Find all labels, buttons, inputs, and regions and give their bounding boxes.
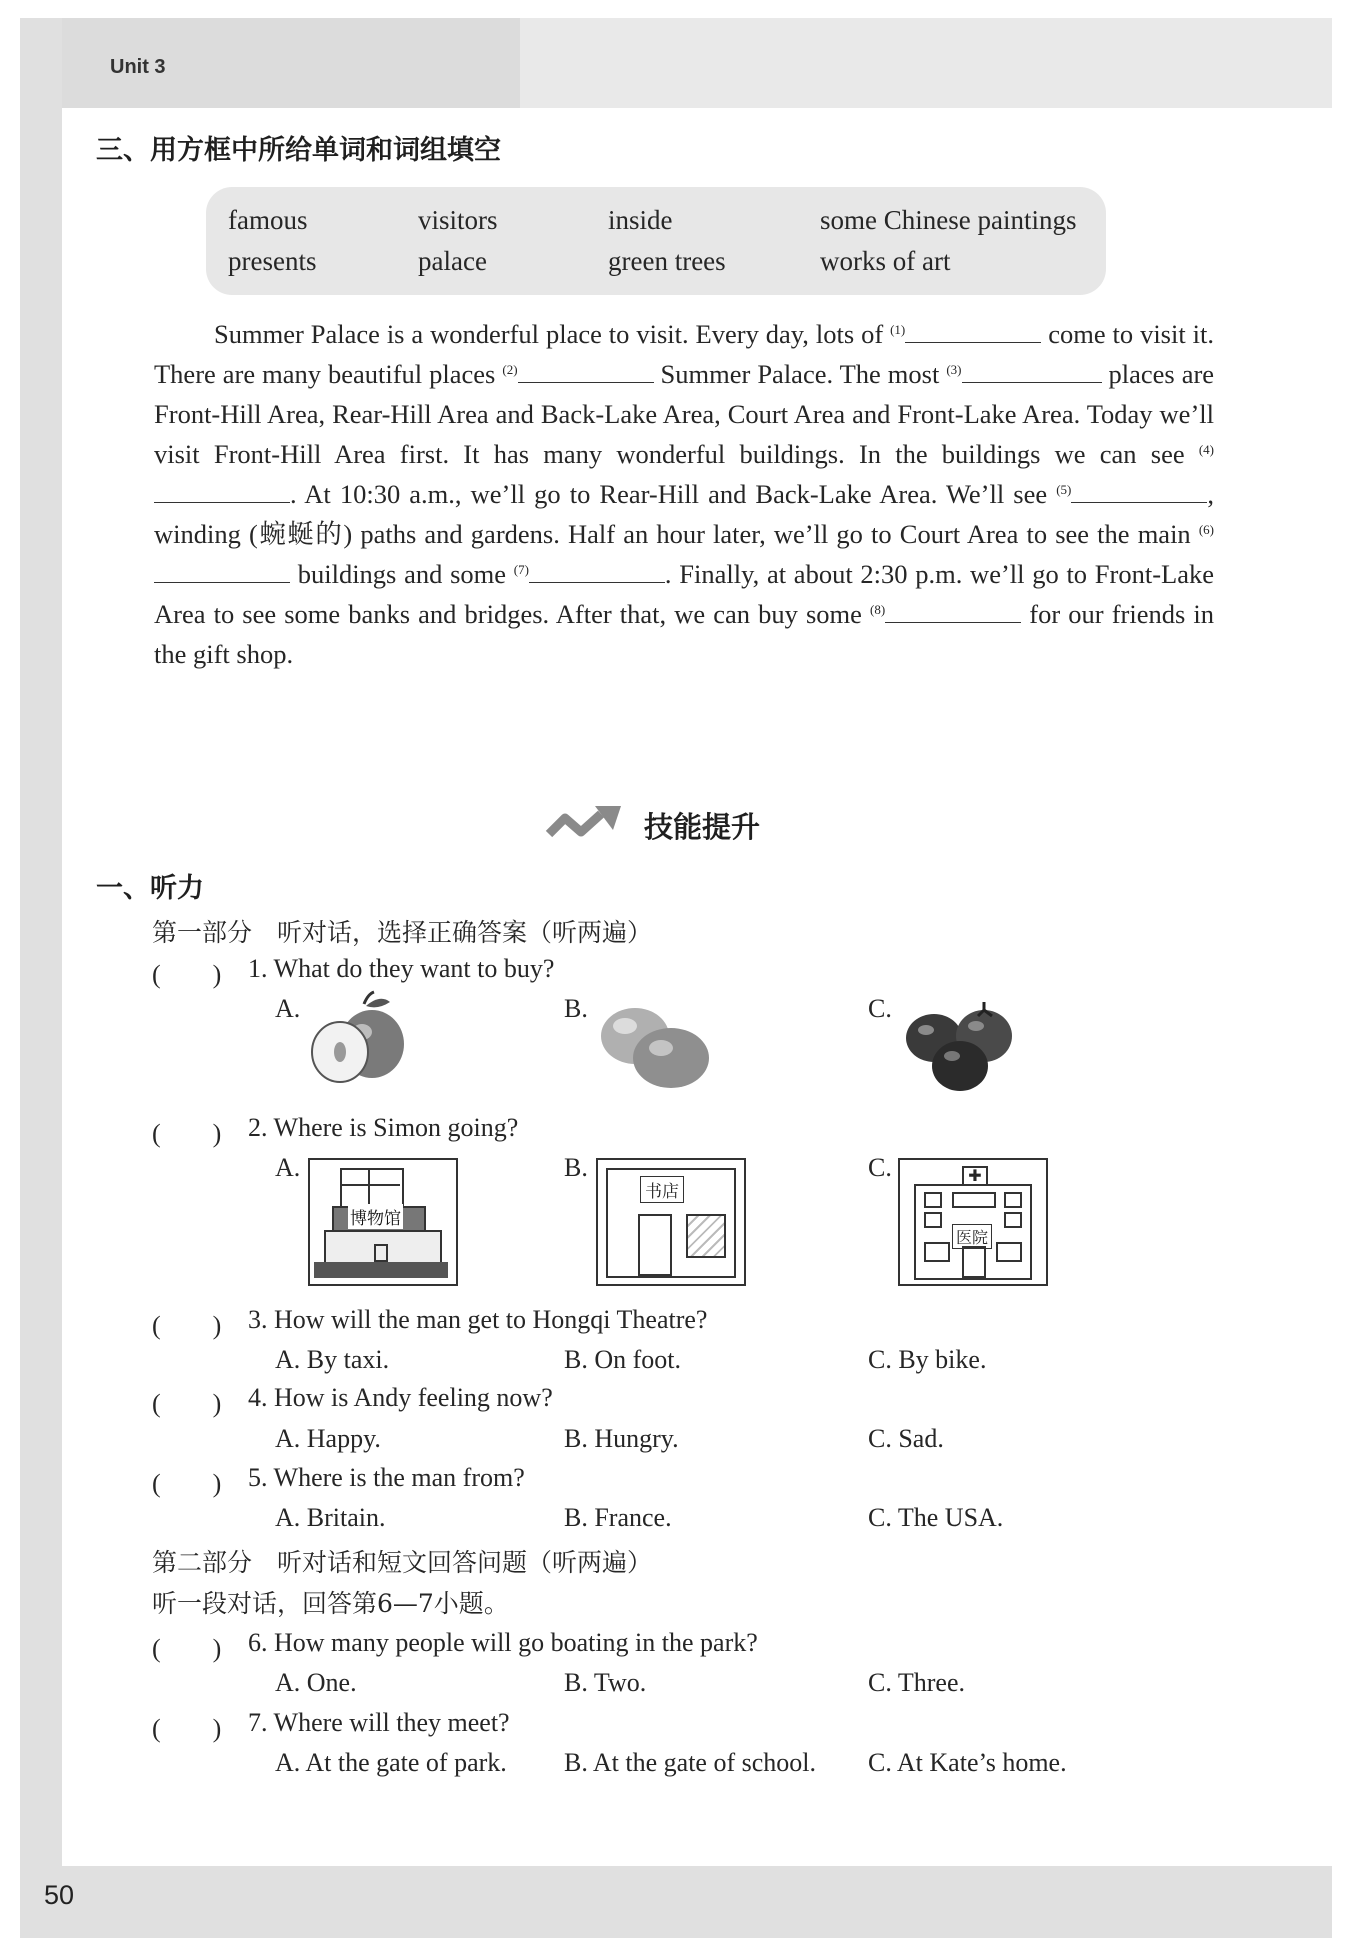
question-6: 6. How many people will go boating in the park?	[248, 1628, 758, 1657]
blank-marker: (3)	[946, 362, 962, 377]
passage-text: . At 10:30 a.m., we’ll go to Rear-Hill and Back-Lake Area. We’ll see	[290, 479, 1048, 509]
left-margin-strip	[20, 18, 62, 1938]
option-b[interactable]: B. On foot.	[564, 1345, 681, 1374]
blank-5[interactable]	[1071, 476, 1207, 503]
red-cross-icon: ✚	[962, 1166, 988, 1186]
blank-2[interactable]	[518, 356, 654, 383]
word-box-item: famous	[228, 205, 308, 235]
section3-title: 三、用方框中所给单词和词组填空	[96, 135, 501, 166]
word-box-item: green trees	[608, 246, 726, 276]
apple-icon	[300, 990, 410, 1090]
bookstore-picture	[596, 1158, 746, 1286]
option-c[interactable]: C. The USA.	[868, 1503, 1004, 1532]
answer-paren[interactable]: ( )	[152, 960, 222, 989]
pear-icon	[595, 996, 715, 1092]
option-b[interactable]: B.	[564, 994, 588, 1023]
option-b[interactable]: B. France.	[564, 1503, 672, 1532]
answer-paren[interactable]: ( )	[152, 1311, 222, 1340]
blank-marker: (7)	[513, 562, 529, 577]
passage-text: for our friends in the gift shop.	[154, 599, 1215, 669]
option-b[interactable]: B. Hungry.	[564, 1424, 679, 1453]
museum-sign: 博物馆	[348, 1204, 403, 1229]
blank-6[interactable]	[154, 556, 290, 583]
option-c[interactable]: C. By bike.	[868, 1345, 987, 1374]
part2-subtitle: 听一段对话，回答第6—7小题。	[152, 1589, 509, 1618]
part2-title: 第二部分 听对话和短文回答问题（听两遍）	[152, 1548, 653, 1577]
word-box-item: works of art	[820, 246, 951, 276]
passage-text: buildings and some	[297, 559, 507, 589]
unit-label: Unit 3	[110, 56, 166, 78]
option-c[interactable]: C. At Kate’s home.	[868, 1748, 1067, 1777]
blank-3[interactable]	[962, 356, 1102, 383]
part1-title: 第一部分 听对话，选择正确答案（听两遍）	[152, 918, 653, 947]
passage-text: , winding (蜿蜒的) paths and gardens. Half an hour later, we’ll go to Court Area to see the main	[154, 479, 1214, 549]
option-a[interactable]: A. Britain.	[275, 1503, 386, 1532]
option-b[interactable]: B. Two.	[564, 1668, 647, 1697]
option-b[interactable]: B.	[564, 1153, 588, 1182]
passage-text: Summer Palace is a wonderful place to visit. Every day, lots of	[214, 319, 884, 349]
word-box-item: palace	[418, 246, 487, 276]
option-b[interactable]: B. At the gate of school.	[564, 1748, 817, 1777]
trend-arrow-icon	[545, 804, 625, 844]
word-box	[206, 187, 1106, 295]
blank-7[interactable]	[529, 556, 665, 583]
passage-text: places are Front-Hill Area, Rear-Hill Area and Back-Lake Area, Court Area and Front-Lake Area. Today we’ll visit Front-Hill Area first. It has many wonderful buildings. In the buildings we can see	[154, 359, 1215, 469]
hospital-sign: 医院	[952, 1224, 992, 1249]
word-box-item: some Chinese paintings	[820, 205, 1077, 235]
option-c[interactable]: C.	[868, 994, 892, 1023]
skills-title: 技能提升	[644, 810, 761, 844]
blank-4[interactable]	[154, 476, 290, 503]
bottom-band	[20, 1866, 1332, 1938]
option-a[interactable]: A. One.	[275, 1668, 357, 1697]
word-box-item: inside	[608, 205, 673, 235]
blank-1[interactable]	[905, 316, 1041, 343]
passage-text: . Finally, at about 2:30 p.m. we’ll go to Front-Lake Area to see some banks and bridges. After that, we can buy some	[154, 559, 1214, 629]
blank-marker: (6)	[1198, 522, 1214, 537]
question-2: 2. Where is Simon going?	[248, 1113, 519, 1142]
option-a[interactable]: A.	[275, 994, 301, 1023]
answer-paren[interactable]: ( )	[152, 1119, 222, 1148]
blank-marker: (4)	[1198, 442, 1214, 457]
option-c[interactable]: C.	[868, 1153, 892, 1182]
option-a[interactable]: A.	[275, 1153, 301, 1182]
option-c[interactable]: C. Three.	[868, 1668, 965, 1697]
blank-marker: (8)	[870, 602, 886, 617]
page-number: 50	[44, 1880, 75, 1910]
listening-title: 一、听力	[96, 873, 204, 904]
option-c[interactable]: C. Sad.	[868, 1424, 944, 1453]
word-box-item: visitors	[418, 205, 498, 235]
question-3: 3. How will the man get to Hongqi Theatre?	[248, 1305, 708, 1334]
question-5: 5. Where is the man from?	[248, 1463, 525, 1492]
answer-paren[interactable]: ( )	[152, 1469, 222, 1498]
tomato-icon	[900, 996, 1018, 1096]
hospital-picture	[898, 1158, 1048, 1286]
bookstore-sign: 书店	[640, 1176, 684, 1203]
blank-marker: (5)	[1056, 482, 1072, 497]
blank-marker: (2)	[502, 362, 518, 377]
word-box-item: presents	[228, 246, 317, 276]
blank-marker: (1)	[890, 322, 906, 337]
option-a[interactable]: A. By taxi.	[275, 1345, 390, 1374]
passage-text: come to visit it. There are many beautiful places	[154, 319, 1215, 389]
answer-paren[interactable]: ( )	[152, 1634, 222, 1663]
passage	[154, 314, 1214, 674]
answer-paren[interactable]: ( )	[152, 1389, 222, 1418]
question-4: 4. How is Andy feeling now?	[248, 1383, 553, 1412]
passage-text: Summer Palace. The most	[660, 359, 940, 389]
blank-8[interactable]	[885, 596, 1021, 623]
option-a[interactable]: A. At the gate of park.	[275, 1748, 507, 1777]
museum-picture	[308, 1158, 458, 1286]
answer-paren[interactable]: ( )	[152, 1714, 222, 1743]
question-1: 1. What do they want to buy?	[248, 954, 555, 983]
unit-header-bar-light	[520, 18, 1332, 108]
option-a[interactable]: A. Happy.	[275, 1424, 381, 1453]
question-7: 7. Where will they meet?	[248, 1708, 510, 1737]
